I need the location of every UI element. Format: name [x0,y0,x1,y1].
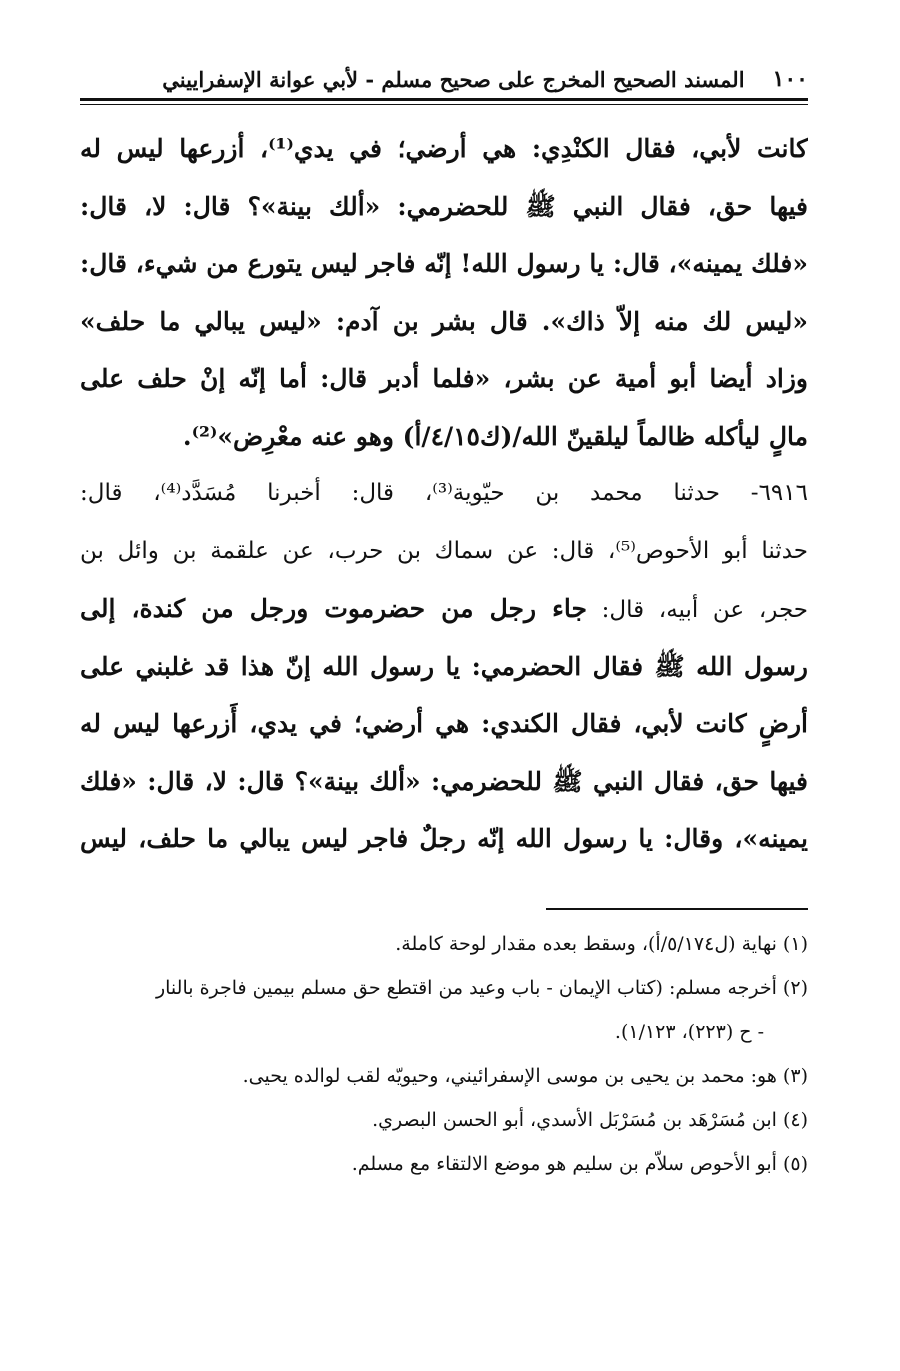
isnad-part: حجر، عن أبيه، قال: [586,597,808,623]
text-line-mixed [80,580,808,638]
running-header [80,62,808,96]
text-line: «فلك يمينه»، قال: يا رسول الله! إنّه فاجر ليس يتورع من شيء، قال: [80,249,808,278]
main-text [80,120,808,868]
text-line: حدثنا أبو الأحوص⁽⁵⁾، قال: عن سماك بن حرب، عن علقمة بن وائل بن [80,537,808,564]
text-line: مالٍ ليأكله ظالماً ليلقينّ الله/(ك٤/١٥/أ) وهو عنه معْرِض»⁽²⁾. [182,421,808,451]
hadith-isnad-line: ٦٩١٦- حدثنا محمد بن حيّوية⁽³⁾، قال: أخبرنا مُسَدَّد⁽⁴⁾، قال: [80,480,808,506]
text-line: يمينه»، وقال: يا رسول الله إنّه رجلٌ فاجر ليس يبالي ما حلف، ليس [80,824,808,853]
header-rule-thin [80,104,808,105]
text-line: أرضٍ كانت لأبي، فقال الكندي: هي أرضي؛ في يدي، أَزرعها ليس له [80,709,808,738]
footnote-continuation: - ح (٢٢٣)، ١/١٢٣). [614,1021,764,1043]
text-line: فيها حق، فقال النبي ﷺ للحضرمي: «ألك بينة»؟ قال: لا، قال: «فلك [80,766,808,796]
text-line: «ليس لك منه إلاّ ذاك». قال بشر بن آدم: «ليس يبالي ما حلف» [80,306,808,336]
text-line: وزاد أيضا أبو أمية عن بشر، «فلما أدبر قال: أما إنّه إنْ حلف على [80,364,808,393]
footnotes [80,922,808,1186]
text-line: فيها حق، فقال النبي ﷺ للحضرمي: «ألك بينة»؟ قال: لا، قال: [80,191,808,221]
footnote-separator [546,908,808,910]
footnote: (٢) أخرجه مسلم: (كتاب الإيمان - باب وعيد من اقتطع حق مسلم بيمين فاجرة بالنار [155,977,808,999]
text-line: كانت لأبي، فقال الكنْدِي: هي أرضي؛ في يدي⁽¹⁾، أزرعها ليس له [80,134,808,163]
matn-part: جاء رجل من حضرموت ورجل من كندة، إلى [80,594,587,623]
running-title: المسند الصحيح المخرج على صحيح مسلم - لأبي عوانة الإسفراييني [162,66,745,92]
footnote: (١) نهاية (ل٥/١٧٤/أ)، وسقط بعده مقدار لوحة كاملة. [395,933,808,955]
page-number: ١٠٠ [772,66,808,92]
footnote: (٣) هو: محمد بن يحيى بن موسى الإسفرائيني، وحيويّه لقب لوالده يحيى. [242,1065,808,1087]
header-rule-thick [80,98,808,101]
footnote: (٤) ابن مُسَرْهَد بن مُسَرْبَل الأسدي، أبو الحسن البصري. [372,1109,808,1131]
footnote: (٥) أبو الأحوص سلاّم بن سليم هو موضع الالتقاء مع مسلم. [351,1153,808,1175]
text-line: رسول الله ﷺ فقال الحضرمي: يا رسول الله إنّ هذا قد غلبني على [80,651,808,681]
